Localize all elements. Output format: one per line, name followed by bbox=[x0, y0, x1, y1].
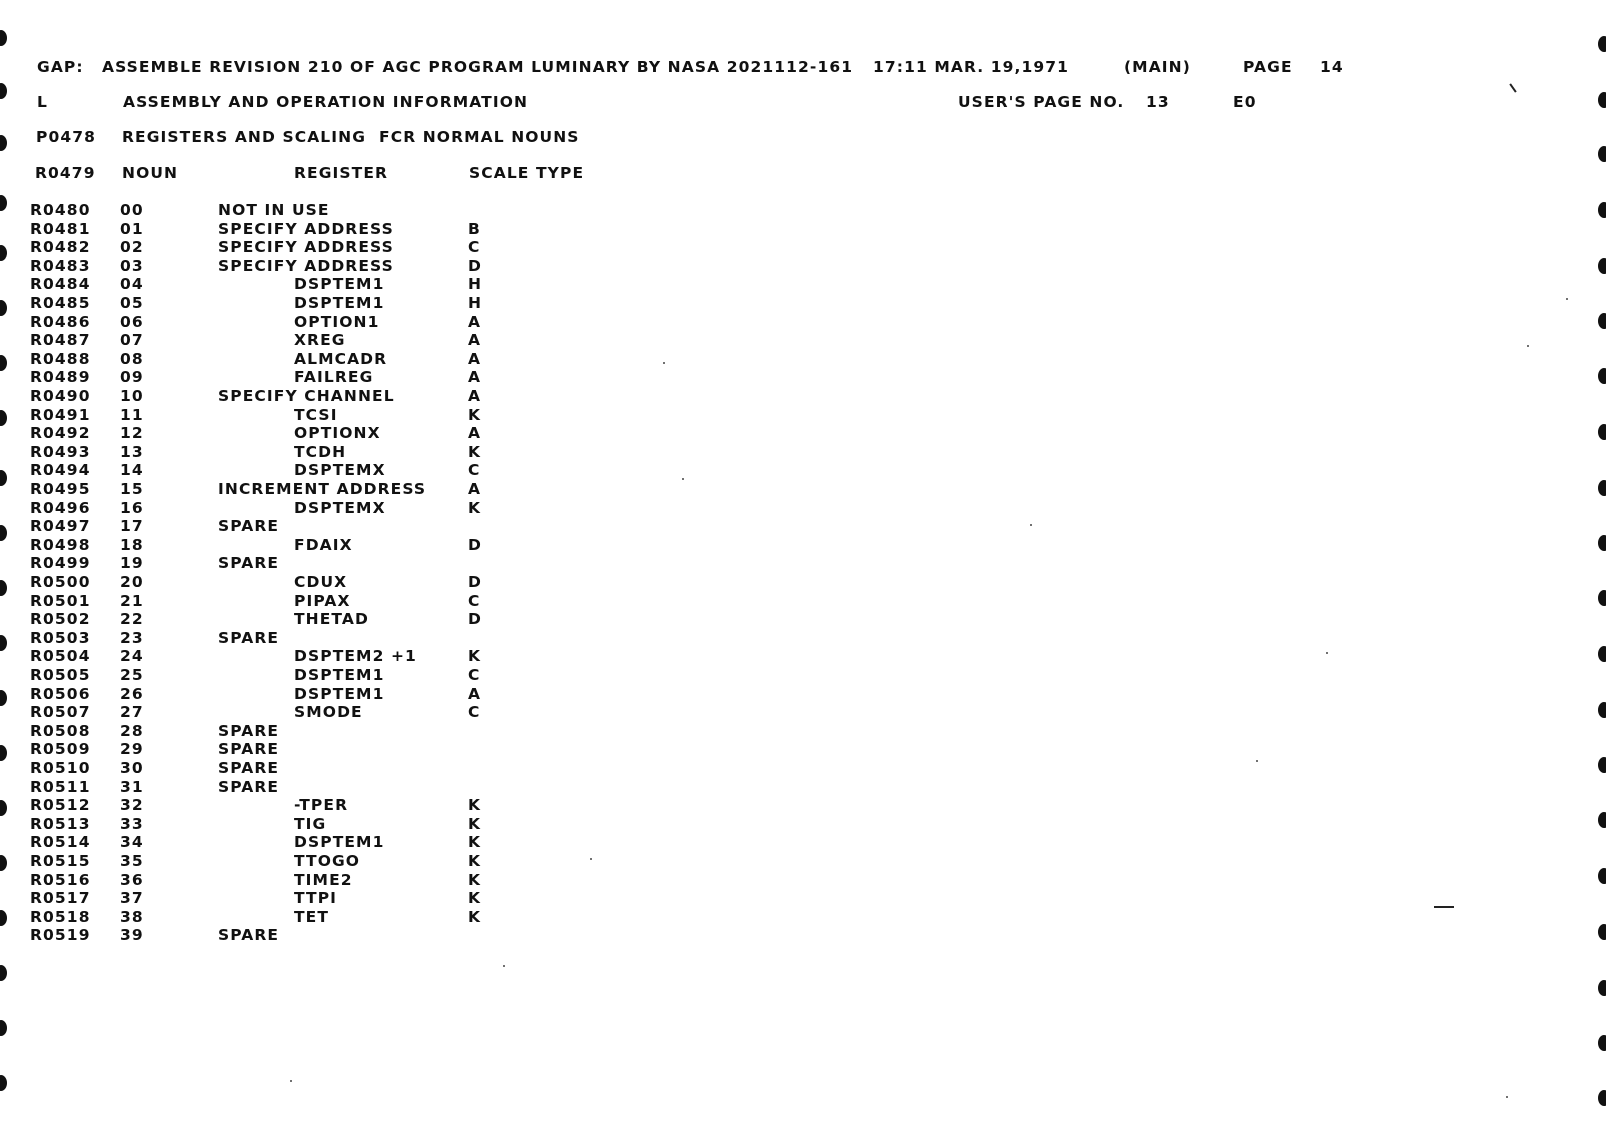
feed-hole bbox=[1598, 757, 1606, 773]
row-scale-type: A bbox=[468, 480, 482, 498]
row-scale-type: A bbox=[468, 387, 482, 405]
row-register: TCDH bbox=[294, 442, 347, 461]
row-line-id: R0505 bbox=[30, 666, 91, 684]
row-register: DSPTEMX bbox=[294, 498, 386, 517]
row-line-id: R0514 bbox=[30, 833, 91, 852]
row-line-id: R0503 bbox=[30, 628, 91, 647]
row-line-id: R0490 bbox=[30, 387, 91, 405]
table-row bbox=[0, 815, 700, 834]
row-register: DSPTEM1 bbox=[294, 666, 385, 684]
row-noun: 00 bbox=[120, 201, 144, 219]
row-register: SPARE bbox=[218, 721, 280, 740]
row-line-id: R0510 bbox=[30, 759, 91, 777]
table-row bbox=[0, 629, 700, 648]
table-row bbox=[0, 666, 700, 685]
paper-speck bbox=[1527, 345, 1529, 347]
row-line-id: R0508 bbox=[30, 721, 91, 740]
row-line-id: R0506 bbox=[30, 684, 91, 703]
table-row bbox=[0, 480, 700, 499]
table-row bbox=[0, 368, 700, 387]
row-scale-type: K bbox=[468, 852, 482, 870]
table-row bbox=[0, 387, 700, 406]
row-line-id: R0487 bbox=[30, 331, 91, 350]
feed-hole bbox=[1598, 424, 1606, 440]
row-line-id: R0497 bbox=[30, 517, 91, 536]
feed-hole bbox=[1598, 1035, 1606, 1051]
paper-speck bbox=[663, 362, 665, 364]
row-register: SPARE bbox=[218, 926, 280, 945]
row-line-id: R0511 bbox=[30, 777, 91, 796]
row-scale-type: K bbox=[468, 870, 482, 889]
feed-hole bbox=[0, 1020, 7, 1036]
row-scale-type: H bbox=[468, 275, 483, 294]
paper-speck bbox=[1506, 1096, 1508, 1098]
feed-hole bbox=[0, 30, 7, 46]
paper-speck bbox=[1326, 652, 1328, 654]
paper-mark bbox=[1509, 83, 1516, 92]
table-row bbox=[0, 517, 700, 536]
subheader-code: E0 bbox=[1233, 93, 1257, 111]
row-noun: 27 bbox=[120, 703, 144, 722]
table-row bbox=[0, 685, 700, 704]
row-register: NOT IN USE bbox=[218, 201, 330, 219]
row-scale-type: H bbox=[468, 294, 483, 312]
row-register: DSPTEM1 bbox=[294, 684, 385, 703]
table-row bbox=[0, 406, 700, 425]
row-noun: 28 bbox=[120, 721, 144, 740]
table-row bbox=[0, 833, 700, 852]
row-noun: 06 bbox=[120, 312, 144, 331]
row-line-id: R0489 bbox=[30, 368, 91, 387]
paper-speck bbox=[590, 858, 592, 860]
log-letter: L bbox=[37, 93, 48, 111]
row-noun: 33 bbox=[120, 814, 144, 833]
table-row bbox=[0, 294, 700, 313]
row-scale-type: A bbox=[468, 368, 482, 387]
row-noun: 39 bbox=[120, 926, 144, 945]
feed-hole bbox=[0, 965, 7, 981]
row-scale-type: B bbox=[468, 219, 481, 238]
row-register: TTOGO bbox=[294, 852, 361, 870]
row-line-id: R0488 bbox=[30, 349, 91, 368]
row-line-id: R0517 bbox=[30, 889, 91, 908]
row-register: FAILREG bbox=[294, 368, 374, 387]
row-scale-type: K bbox=[468, 907, 482, 926]
table-row bbox=[0, 796, 700, 815]
row-noun: 04 bbox=[120, 275, 144, 294]
row-register: SPECIFY ADDRESS bbox=[218, 219, 394, 238]
table-row bbox=[0, 573, 700, 592]
row-register: SPARE bbox=[218, 759, 280, 777]
row-noun: 32 bbox=[120, 796, 144, 815]
row-register: CDUX bbox=[294, 573, 348, 591]
table-row bbox=[0, 499, 700, 518]
feed-hole bbox=[1598, 924, 1606, 940]
row-scale-type: D bbox=[468, 256, 482, 275]
row-scale-type: C bbox=[468, 703, 481, 722]
paper-speck bbox=[290, 1080, 292, 1082]
users-page-label: USER'S PAGE NO. bbox=[958, 93, 1125, 111]
row-register: -TPER bbox=[294, 796, 349, 815]
row-scale-type: K bbox=[468, 889, 482, 908]
row-line-id: R0501 bbox=[30, 591, 91, 610]
feed-hole bbox=[1598, 146, 1606, 162]
row-noun: 18 bbox=[120, 535, 144, 554]
row-register: TTPI bbox=[294, 889, 338, 908]
table-row bbox=[0, 275, 700, 294]
table-row bbox=[0, 740, 700, 759]
table-row bbox=[0, 257, 700, 276]
users-page-number: 13 bbox=[1146, 93, 1170, 111]
feed-hole bbox=[1598, 36, 1606, 52]
row-line-id: R0481 bbox=[30, 219, 91, 238]
row-noun: 08 bbox=[120, 349, 144, 368]
row-noun: 21 bbox=[120, 591, 144, 610]
row-line-id: R0484 bbox=[30, 275, 91, 294]
row-noun: 03 bbox=[120, 256, 144, 275]
feed-hole bbox=[1598, 313, 1606, 329]
row-noun: 35 bbox=[120, 852, 144, 870]
row-register: DSPTEM1 bbox=[294, 275, 385, 294]
row-scale-type: K bbox=[468, 498, 482, 517]
row-register: XREG bbox=[294, 331, 346, 350]
row-register: DSPTEM1 bbox=[294, 833, 385, 852]
row-noun: 13 bbox=[120, 442, 144, 461]
row-noun: 01 bbox=[120, 219, 144, 238]
row-scale-type: D bbox=[468, 535, 482, 554]
row-register: INCREMENT ADDRESS bbox=[218, 480, 427, 498]
row-noun: 17 bbox=[120, 517, 144, 536]
column-header-line-id: R0479 bbox=[35, 164, 96, 182]
row-scale-type: K bbox=[468, 833, 482, 852]
row-scale-type: K bbox=[468, 405, 482, 424]
row-noun: 14 bbox=[120, 461, 144, 480]
row-register: DSPTEM2 +1 bbox=[294, 647, 417, 666]
feed-hole bbox=[0, 1075, 7, 1091]
feed-hole bbox=[1598, 535, 1606, 551]
main-label: (MAIN) bbox=[1124, 58, 1191, 76]
paper-speck bbox=[682, 478, 684, 480]
column-header-scale-type: SCALE TYPE bbox=[469, 164, 585, 182]
row-line-id: R0498 bbox=[30, 535, 91, 554]
row-line-id: R0496 bbox=[30, 498, 91, 517]
row-register: SPECIFY CHANNEL bbox=[218, 387, 395, 405]
row-line-id: R0504 bbox=[30, 647, 91, 666]
row-register: DSPTEMX bbox=[294, 461, 386, 480]
feed-hole bbox=[1598, 258, 1606, 274]
row-scale-type: C bbox=[468, 238, 481, 257]
page-number: 14 bbox=[1320, 58, 1344, 76]
row-noun: 05 bbox=[120, 294, 144, 312]
row-register: OPTION1 bbox=[294, 312, 380, 331]
row-register: ALMCADR bbox=[294, 349, 388, 368]
feed-hole bbox=[1598, 980, 1606, 996]
row-scale-type: K bbox=[468, 442, 482, 461]
row-noun: 07 bbox=[120, 331, 144, 350]
feed-hole bbox=[1598, 868, 1606, 884]
row-scale-type: C bbox=[468, 461, 481, 480]
row-line-id: R0480 bbox=[30, 201, 91, 219]
row-scale-type: A bbox=[468, 349, 482, 368]
page-label: PAGE bbox=[1243, 58, 1293, 76]
table-row bbox=[0, 759, 700, 778]
row-register: DSPTEM1 bbox=[294, 294, 385, 312]
section-line-id: P0478 bbox=[36, 128, 96, 146]
row-line-id: R0512 bbox=[30, 796, 91, 815]
row-register: SPECIFY ADDRESS bbox=[218, 238, 394, 257]
row-register: TCSI bbox=[294, 405, 338, 424]
row-line-id: R0507 bbox=[30, 703, 91, 722]
row-noun: 15 bbox=[120, 480, 144, 498]
row-line-id: R0492 bbox=[30, 424, 91, 443]
table-row bbox=[0, 926, 700, 945]
row-line-id: R0482 bbox=[30, 238, 91, 257]
row-line-id: R0519 bbox=[30, 926, 91, 945]
row-scale-type: K bbox=[468, 814, 482, 833]
table-row bbox=[0, 238, 700, 257]
paper-speck bbox=[1030, 524, 1032, 526]
feed-hole bbox=[0, 83, 7, 99]
paper-speck bbox=[503, 965, 505, 967]
paper-mark bbox=[1434, 906, 1454, 908]
row-line-id: R0502 bbox=[30, 610, 91, 629]
row-noun: 22 bbox=[120, 610, 144, 629]
table-row bbox=[0, 554, 700, 573]
feed-hole bbox=[1598, 646, 1606, 662]
row-noun: 26 bbox=[120, 684, 144, 703]
row-scale-type: D bbox=[468, 610, 482, 629]
row-line-id: R0494 bbox=[30, 461, 91, 480]
row-line-id: R0493 bbox=[30, 442, 91, 461]
table-row bbox=[0, 908, 700, 927]
row-line-id: R0500 bbox=[30, 573, 91, 591]
table-row bbox=[0, 424, 700, 443]
time-date: 17:11 MAR. 19,1971 bbox=[873, 58, 1070, 76]
row-noun: 23 bbox=[120, 628, 144, 647]
feed-hole bbox=[1598, 702, 1606, 718]
section-title: REGISTERS AND SCALING FCR NORMAL NOUNS bbox=[122, 128, 580, 146]
row-noun: 37 bbox=[120, 889, 144, 908]
feed-hole bbox=[1598, 480, 1606, 496]
row-noun: 19 bbox=[120, 554, 144, 573]
row-line-id: R0515 bbox=[30, 852, 91, 870]
row-noun: 30 bbox=[120, 759, 144, 777]
column-header-register: REGISTER bbox=[294, 164, 389, 182]
subheader-title: ASSEMBLY AND OPERATION INFORMATION bbox=[123, 93, 529, 111]
feed-hole bbox=[0, 135, 7, 151]
feed-hole bbox=[1598, 368, 1606, 384]
row-scale-type: K bbox=[468, 647, 482, 666]
column-header-noun: NOUN bbox=[122, 164, 179, 182]
row-line-id: R0495 bbox=[30, 480, 91, 498]
row-line-id: R0486 bbox=[30, 312, 91, 331]
row-noun: 29 bbox=[120, 740, 144, 759]
row-noun: 10 bbox=[120, 387, 144, 405]
row-register: FDAIX bbox=[294, 535, 353, 554]
feed-hole bbox=[1598, 202, 1606, 218]
row-line-id: R0518 bbox=[30, 907, 91, 926]
row-scale-type: A bbox=[468, 331, 482, 350]
row-scale-type: A bbox=[468, 684, 482, 703]
row-register: SPARE bbox=[218, 777, 280, 796]
row-register: OPTIONX bbox=[294, 424, 381, 443]
row-register: SMODE bbox=[294, 703, 363, 722]
row-noun: 31 bbox=[120, 777, 144, 796]
row-register: SPARE bbox=[218, 554, 280, 573]
table-row bbox=[0, 350, 700, 369]
row-line-id: R0483 bbox=[30, 256, 91, 275]
row-register: SPARE bbox=[218, 740, 280, 759]
table-row bbox=[0, 220, 700, 239]
table-row bbox=[0, 703, 700, 722]
row-noun: 24 bbox=[120, 647, 144, 666]
row-noun: 12 bbox=[120, 424, 144, 443]
row-scale-type: K bbox=[468, 796, 482, 815]
table-row bbox=[0, 778, 700, 797]
row-register: THETAD bbox=[294, 610, 369, 629]
row-line-id: R0499 bbox=[30, 554, 91, 573]
table-row bbox=[0, 443, 700, 462]
feed-hole bbox=[1598, 1090, 1606, 1106]
row-scale-type: C bbox=[468, 666, 481, 684]
row-register: TIME2 bbox=[294, 870, 353, 889]
table-row bbox=[0, 647, 700, 666]
assemble-text: ASSEMBLE REVISION 210 OF AGC PROGRAM LUMINARY BY NASA 2021112-161 bbox=[102, 58, 854, 76]
paper-speck bbox=[1256, 760, 1258, 762]
row-noun: 25 bbox=[120, 666, 144, 684]
table-row bbox=[0, 722, 700, 741]
row-register: TET bbox=[294, 907, 330, 926]
gap-label: GAP: bbox=[37, 58, 84, 76]
table-row bbox=[0, 852, 700, 871]
row-scale-type: A bbox=[468, 312, 482, 331]
row-noun: 11 bbox=[120, 405, 144, 424]
row-noun: 36 bbox=[120, 870, 144, 889]
row-register: PIPAX bbox=[294, 591, 351, 610]
row-line-id: R0509 bbox=[30, 740, 91, 759]
row-line-id: R0491 bbox=[30, 405, 91, 424]
row-line-id: R0516 bbox=[30, 870, 91, 889]
row-register: SPARE bbox=[218, 517, 280, 536]
table-row bbox=[0, 461, 700, 480]
feed-hole bbox=[1598, 92, 1606, 108]
table-row bbox=[0, 610, 700, 629]
paper-speck bbox=[1566, 298, 1568, 300]
table-row bbox=[0, 313, 700, 332]
row-scale-type: D bbox=[468, 573, 482, 591]
row-noun: 09 bbox=[120, 368, 144, 387]
row-noun: 20 bbox=[120, 573, 144, 591]
row-noun: 34 bbox=[120, 833, 144, 852]
feed-hole bbox=[1598, 812, 1606, 828]
table-row bbox=[0, 536, 700, 555]
row-line-id: R0485 bbox=[30, 294, 91, 312]
row-noun: 16 bbox=[120, 498, 144, 517]
row-register: SPECIFY ADDRESS bbox=[218, 256, 394, 275]
row-noun: 02 bbox=[120, 238, 144, 257]
table-row bbox=[0, 201, 700, 220]
table-row bbox=[0, 592, 700, 611]
row-register: TIG bbox=[294, 814, 327, 833]
row-noun: 38 bbox=[120, 907, 144, 926]
table-row bbox=[0, 871, 700, 890]
row-line-id: R0513 bbox=[30, 814, 91, 833]
feed-hole bbox=[1598, 590, 1606, 606]
row-register: SPARE bbox=[218, 628, 280, 647]
table-row bbox=[0, 331, 700, 350]
table-row bbox=[0, 889, 700, 908]
row-scale-type: C bbox=[468, 591, 481, 610]
row-scale-type: A bbox=[468, 424, 482, 443]
